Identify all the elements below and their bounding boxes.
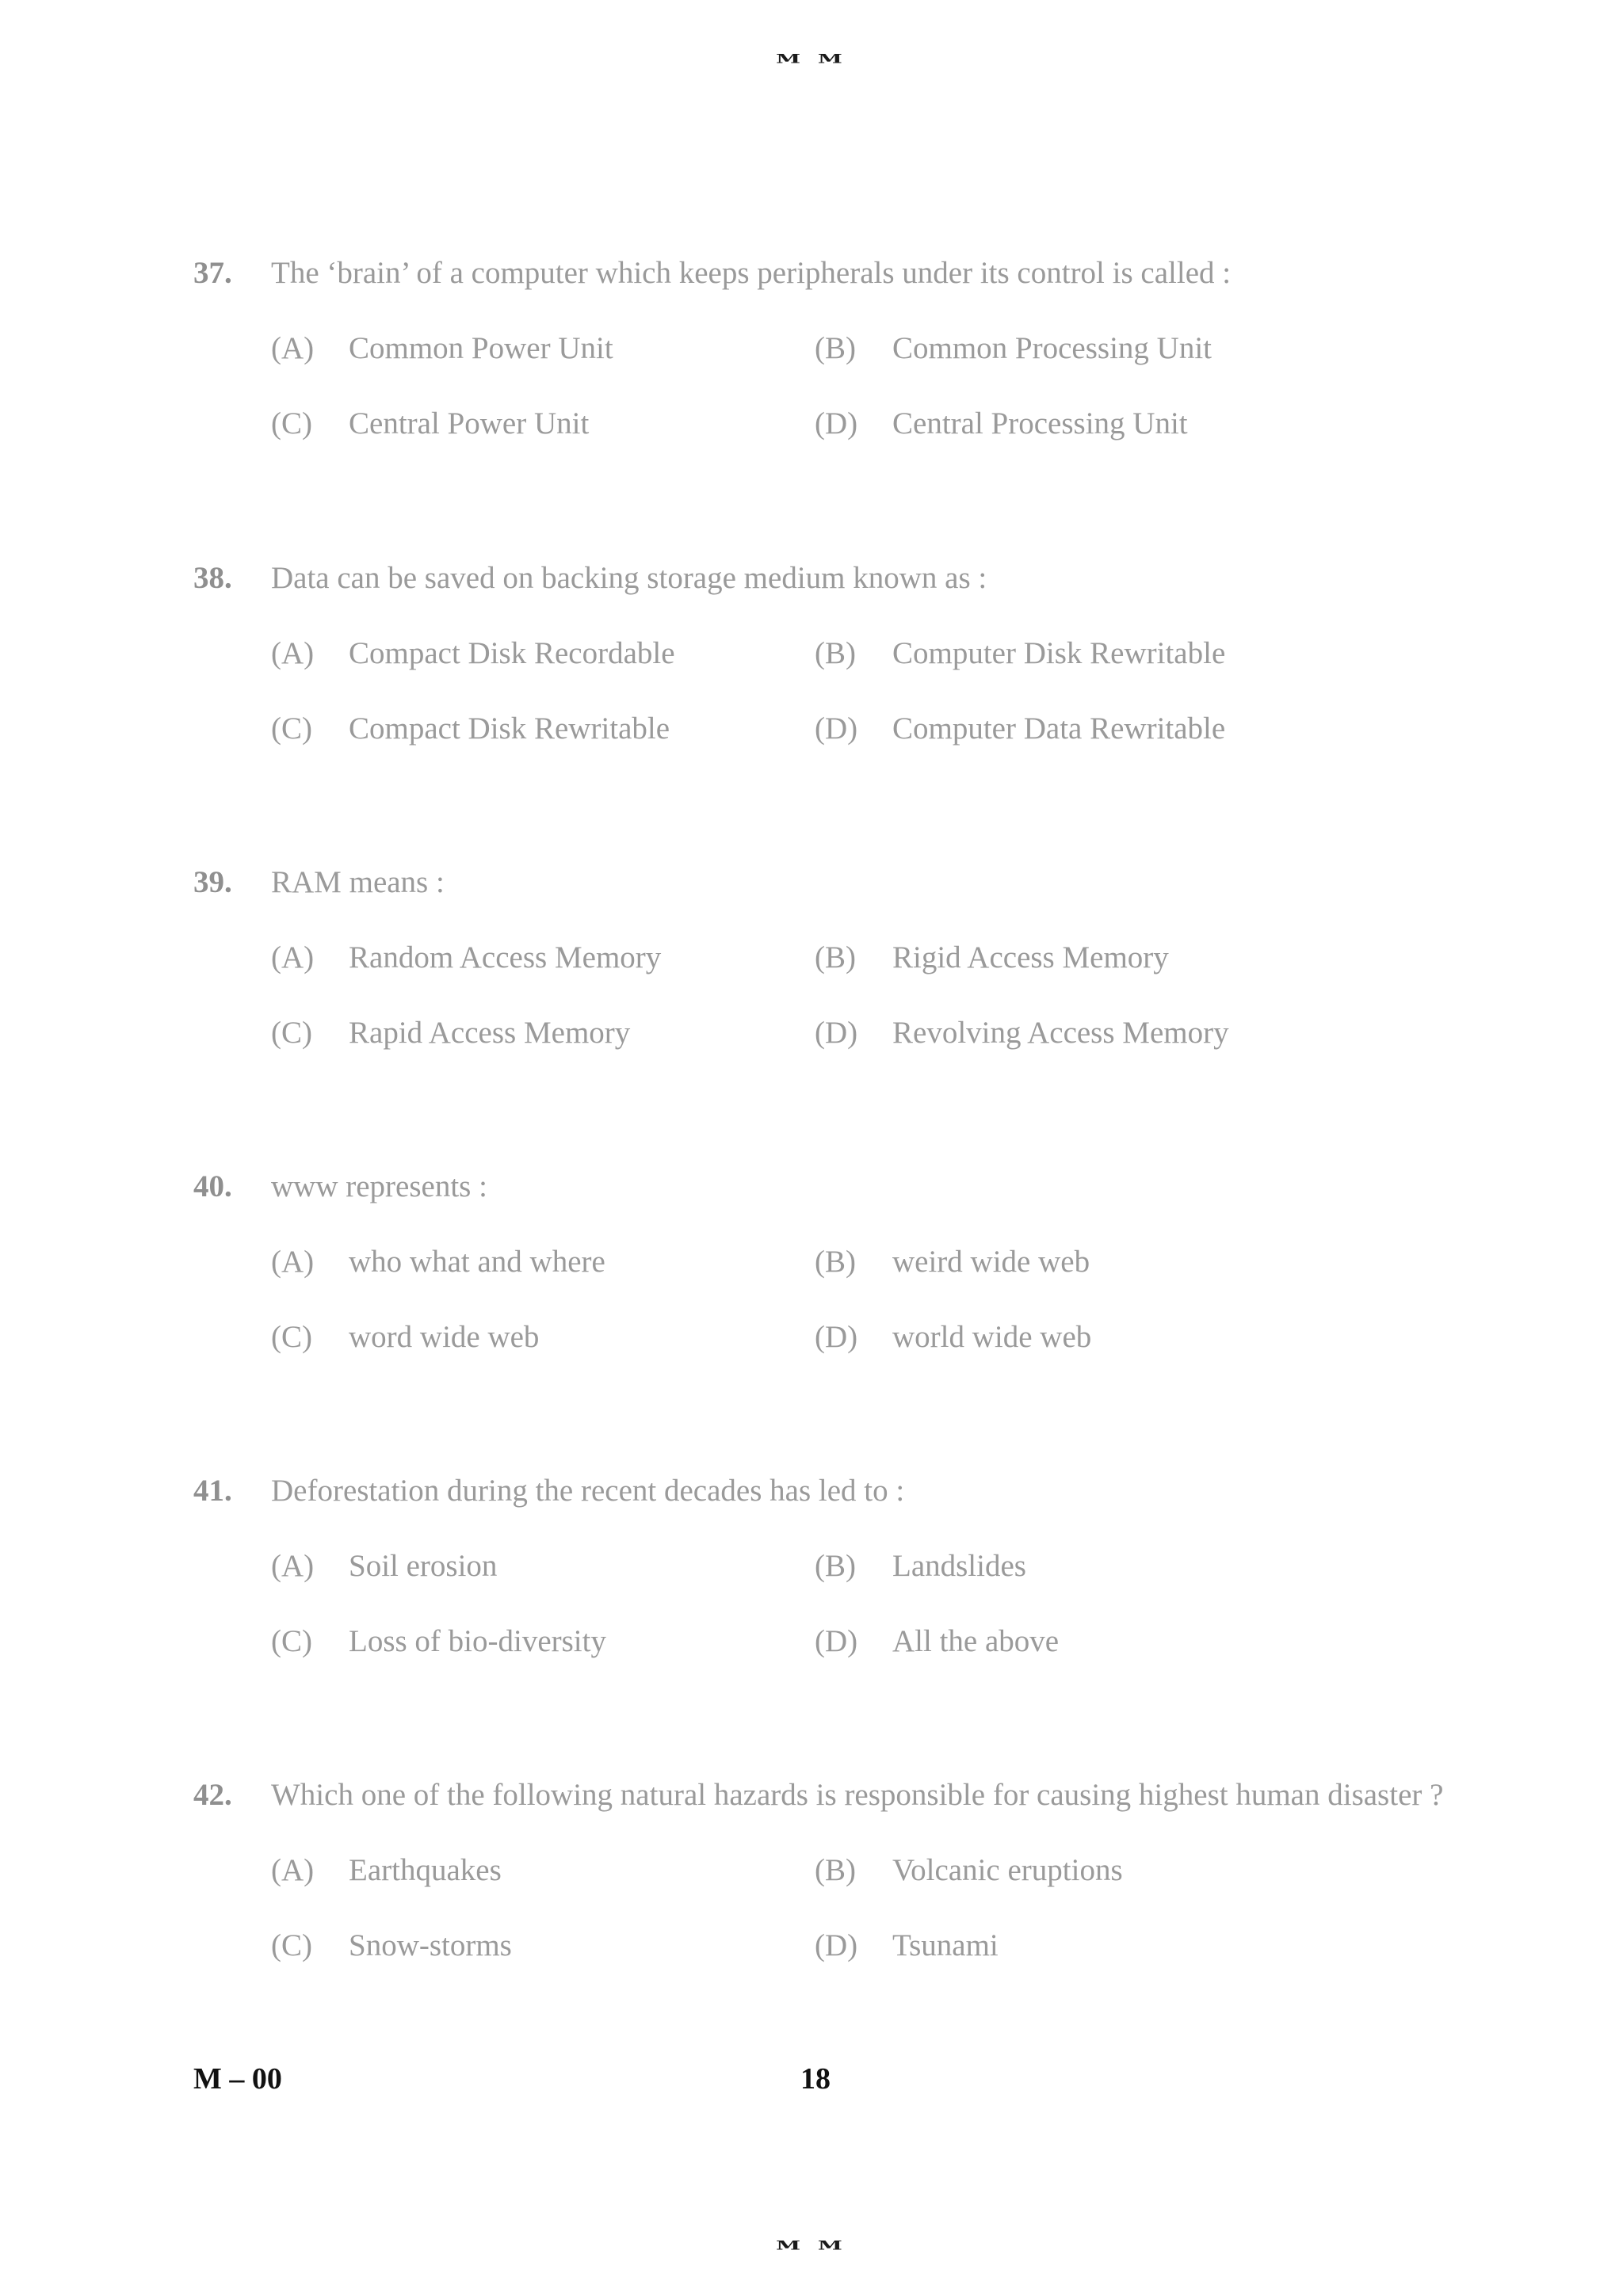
option-b bbox=[815, 1244, 1358, 1280]
option-text: Tsunami bbox=[892, 1928, 999, 1962]
option-a bbox=[271, 940, 815, 976]
option-d bbox=[815, 406, 1358, 442]
option-key: (D) bbox=[815, 1320, 858, 1354]
option-d bbox=[815, 711, 1358, 747]
option-c bbox=[271, 1319, 815, 1356]
question-number: 41. bbox=[193, 1474, 232, 1508]
option-key: (B) bbox=[815, 636, 856, 670]
option-key: (A) bbox=[271, 1549, 315, 1583]
option-d bbox=[815, 1319, 1358, 1356]
question-39 bbox=[193, 864, 1445, 1051]
option-d bbox=[815, 1015, 1358, 1051]
question-37 bbox=[193, 255, 1445, 442]
option-text: Central Processing Unit bbox=[892, 406, 1188, 441]
question-text: Data can be saved on backing storage medium known as : bbox=[271, 561, 987, 595]
option-b bbox=[815, 940, 1358, 976]
option-key: (B) bbox=[815, 1549, 856, 1583]
option-b bbox=[815, 635, 1358, 672]
page-number: 18 bbox=[800, 2062, 831, 2096]
question-text: RAM means : bbox=[271, 865, 445, 899]
footer-mark: M M bbox=[776, 2238, 847, 2253]
option-text: Earthquakes bbox=[349, 1853, 502, 1887]
option-d bbox=[815, 1623, 1358, 1660]
option-text: Common Processing Unit bbox=[892, 331, 1212, 365]
option-key: (A) bbox=[271, 636, 315, 670]
option-key: (D) bbox=[815, 1016, 858, 1050]
option-key: (C) bbox=[271, 1016, 312, 1050]
option-text: Computer Disk Rewritable bbox=[892, 636, 1226, 670]
option-text: Soil erosion bbox=[349, 1549, 498, 1583]
option-a bbox=[271, 1548, 815, 1585]
question-42 bbox=[193, 1777, 1445, 1964]
option-text: Compact Disk Recordable bbox=[349, 636, 675, 670]
option-key: (A) bbox=[271, 331, 315, 365]
option-a bbox=[271, 1852, 815, 1889]
option-key: (C) bbox=[271, 1928, 312, 1962]
option-key: (D) bbox=[815, 1928, 858, 1962]
option-c bbox=[271, 1623, 815, 1660]
option-text: Compact Disk Rewritable bbox=[349, 711, 670, 746]
option-key: (B) bbox=[815, 331, 856, 365]
question-40 bbox=[193, 1169, 1445, 1356]
paper-code: M – 00 bbox=[193, 2062, 282, 2096]
option-text: Random Access Memory bbox=[349, 940, 662, 974]
header-mark: M M bbox=[776, 51, 847, 67]
question-text: Deforestation during the recent decades has led to : bbox=[271, 1474, 905, 1508]
question-41 bbox=[193, 1473, 1445, 1660]
question-text: The ‘brain’ of a computer which keeps peripherals under its control is called : bbox=[271, 256, 1232, 290]
question-number: 37. bbox=[193, 256, 232, 290]
option-a bbox=[271, 330, 815, 367]
option-c bbox=[271, 406, 815, 442]
option-key: (C) bbox=[271, 1624, 312, 1658]
option-text: Revolving Access Memory bbox=[892, 1016, 1229, 1050]
question-text: Which one of the following natural hazards is responsible for causing highest human disaster ? bbox=[271, 1778, 1444, 1812]
option-b bbox=[815, 1852, 1358, 1889]
option-text: weird wide web bbox=[892, 1245, 1090, 1279]
option-key: (A) bbox=[271, 940, 315, 974]
option-key: (B) bbox=[815, 940, 856, 974]
option-text: Loss of bio-diversity bbox=[349, 1624, 606, 1658]
option-b bbox=[815, 1548, 1358, 1585]
option-text: Snow-storms bbox=[349, 1928, 512, 1962]
option-key: (D) bbox=[815, 711, 858, 746]
option-key: (A) bbox=[271, 1853, 315, 1887]
option-key: (C) bbox=[271, 406, 312, 441]
option-c bbox=[271, 1928, 815, 1964]
option-text: world wide web bbox=[892, 1320, 1092, 1354]
option-a bbox=[271, 1244, 815, 1280]
option-text: Rigid Access Memory bbox=[892, 940, 1169, 974]
question-number: 38. bbox=[193, 561, 232, 595]
option-key: (D) bbox=[815, 406, 858, 441]
option-text: word wide web bbox=[349, 1320, 540, 1354]
option-text: Volcanic eruptions bbox=[892, 1853, 1123, 1887]
option-d bbox=[815, 1928, 1358, 1964]
question-number: 42. bbox=[193, 1778, 232, 1812]
option-text: Computer Data Rewritable bbox=[892, 711, 1226, 746]
question-text: www represents : bbox=[271, 1169, 487, 1203]
option-c bbox=[271, 711, 815, 747]
option-key: (A) bbox=[271, 1245, 315, 1279]
option-text: Rapid Access Memory bbox=[349, 1016, 631, 1050]
option-key: (B) bbox=[815, 1245, 856, 1279]
option-a bbox=[271, 635, 815, 672]
option-b bbox=[815, 330, 1358, 367]
option-text: All the above bbox=[892, 1624, 1060, 1658]
question-38 bbox=[193, 560, 1445, 747]
option-key: (C) bbox=[271, 1320, 312, 1354]
option-text: Landslides bbox=[892, 1549, 1026, 1583]
option-key: (D) bbox=[815, 1624, 858, 1658]
option-text: Central Power Unit bbox=[349, 406, 590, 441]
option-key: (B) bbox=[815, 1853, 856, 1887]
option-text: Common Power Unit bbox=[349, 331, 613, 365]
option-c bbox=[271, 1015, 815, 1051]
question-number: 40. bbox=[193, 1169, 232, 1203]
question-number: 39. bbox=[193, 865, 232, 899]
option-key: (C) bbox=[271, 711, 312, 746]
option-text: who what and where bbox=[349, 1245, 605, 1279]
